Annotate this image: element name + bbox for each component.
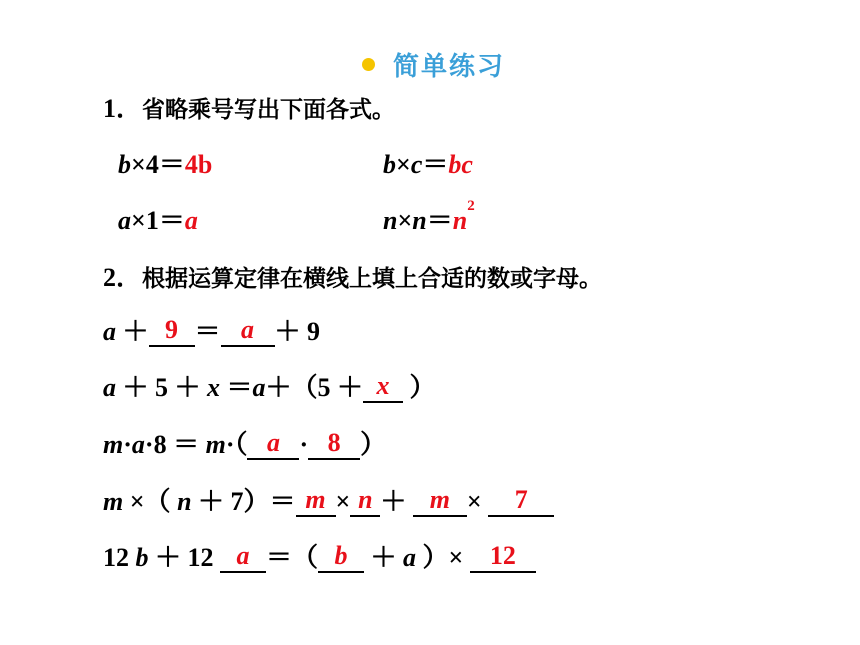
q2-row-4-times-2: × <box>335 487 351 516</box>
q2-row-2 <box>103 367 436 404</box>
q2-row-4-answer-4: 7 <box>514 485 528 514</box>
q2-row-5-answer-1: a <box>236 541 250 570</box>
q1-item-1-var: b <box>118 150 131 179</box>
q2-row-5 <box>103 537 536 574</box>
q2-row-2-mid: ＋ 5 ＋ <box>116 373 208 402</box>
q1-item-1-rest: ×4＝ <box>131 150 185 179</box>
q2-row-2-eq: ＝ <box>220 373 253 402</box>
q2-row-1-blank-2 <box>221 315 275 347</box>
q2-row-3-answer-1: a <box>266 428 280 457</box>
q1-prompt: 省略乘号写出下面各式。 <box>142 97 396 123</box>
q2-row-2-a2: a <box>252 373 266 402</box>
q1-item-4 <box>383 200 475 237</box>
q2-row-4-m: m <box>103 487 124 516</box>
q1-item-4-var: n <box>383 206 398 235</box>
q2-row-2-close: ） <box>403 373 436 402</box>
q1-item-1-answer: 4b <box>184 150 213 179</box>
q2-row-3 <box>103 424 386 461</box>
q2-row-2-a: a <box>103 373 116 402</box>
q1-item-1 <box>118 144 212 181</box>
q1-item-2-eq: ＝ <box>422 150 449 179</box>
q2-row-4-blank-2 <box>350 485 380 517</box>
q2-row-3-open: ·（ <box>225 430 248 459</box>
q1-item-2-var2: c <box>410 150 423 179</box>
section-title-text: 简单练习 <box>393 52 506 82</box>
q1-heading <box>103 88 395 125</box>
q2-row-5-blank-3 <box>470 541 536 573</box>
q1-number: 1． <box>103 94 143 123</box>
q2-row-1 <box>103 311 320 348</box>
q2-heading <box>103 257 602 294</box>
q2-row-1-eq: ＝ <box>194 317 221 346</box>
q2-row-5-plus-12: ＋ 12 <box>148 543 221 572</box>
q2-row-4-times: ×（ <box>123 487 178 516</box>
q2-row-5-eq: ＝（ <box>266 543 319 572</box>
q1-item-4-answer: n <box>452 206 468 235</box>
q2-number: 2． <box>103 263 143 292</box>
q2-row-4-n: n <box>177 487 192 516</box>
q1-item-4-eq: ＝ <box>426 206 453 235</box>
q1-item-3-var: a <box>118 206 131 235</box>
q2-row-5-a: a <box>403 543 417 572</box>
q1-item-2-var: b <box>383 150 396 179</box>
q1-item-3-answer: a <box>184 206 198 235</box>
q2-prompt: 根据运算定律在横线上填上合适的数或字母。 <box>142 266 603 292</box>
q2-row-4-plus-7: ＋ 7）＝ <box>191 487 296 516</box>
q2-row-1-tail: ＋ 9 <box>274 317 321 346</box>
q1-item-2-times: × <box>396 150 411 179</box>
q2-row-1-plus: ＋ <box>116 317 149 346</box>
q1-item-4-times: × <box>397 206 413 235</box>
q1-item-2 <box>383 144 473 181</box>
q2-row-5-blank-1 <box>220 541 266 573</box>
q1-item-2-answer: bc <box>448 150 473 179</box>
q2-row-5-lead: 12 <box>103 543 136 572</box>
q2-row-4-blank-1 <box>296 485 336 517</box>
q2-row-2-answer: x <box>376 371 390 400</box>
q2-row-5-answer-3: 12 <box>489 541 516 570</box>
q2-row-5-plus: ＋ <box>364 543 404 572</box>
q2-row-3-dot-1: · <box>123 430 132 459</box>
q2-row-4-blank-3 <box>413 485 467 517</box>
q1-item-3 <box>118 200 198 237</box>
q2-row-1-blank-1 <box>149 315 195 347</box>
q2-row-4-times-3: × <box>466 487 489 516</box>
q2-row-3-a: a <box>131 430 145 459</box>
q2-row-3-blank-1 <box>247 428 299 460</box>
q2-row-4-answer-3: m <box>429 485 450 514</box>
section-title <box>362 46 505 83</box>
q1-item-4-var2: n <box>412 206 427 235</box>
q2-row-5-b: b <box>135 543 149 572</box>
q2-row-4-blank-4 <box>488 485 554 517</box>
q2-row-2-blank <box>363 371 403 403</box>
q2-row-3-blank-2 <box>308 428 360 460</box>
q2-row-3-dot-2: ·8 ＝ <box>144 430 206 459</box>
q1-item-3-rest: ×1＝ <box>131 206 185 235</box>
q2-row-4-answer-1: m <box>305 485 326 514</box>
q2-row-5-answer-2: b <box>334 541 348 570</box>
q2-row-3-m: m <box>103 430 124 459</box>
q2-row-1-answer-2: a <box>241 315 255 344</box>
bullet-dot-icon <box>362 58 375 71</box>
q2-row-3-answer-2: 8 <box>327 428 341 457</box>
q2-row-4-answer-2: n <box>358 485 373 514</box>
q2-row-3-m2: m <box>205 430 226 459</box>
q2-row-5-blank-2 <box>318 541 364 573</box>
q2-row-4 <box>103 481 554 518</box>
q2-row-3-dot-4: · <box>299 430 309 459</box>
q2-row-1-a: a <box>103 317 116 346</box>
q2-row-2-open: ＋（5 ＋ <box>265 373 364 402</box>
q2-row-2-x: x <box>207 373 221 402</box>
q2-row-1-answer-1: 9 <box>165 315 179 344</box>
q2-row-4-plus: ＋ <box>380 487 413 516</box>
q1-item-4-answer-exponent: 2 <box>467 198 475 214</box>
q2-row-5-close: ）× <box>416 543 470 572</box>
q2-row-3-close: ） <box>360 430 387 459</box>
